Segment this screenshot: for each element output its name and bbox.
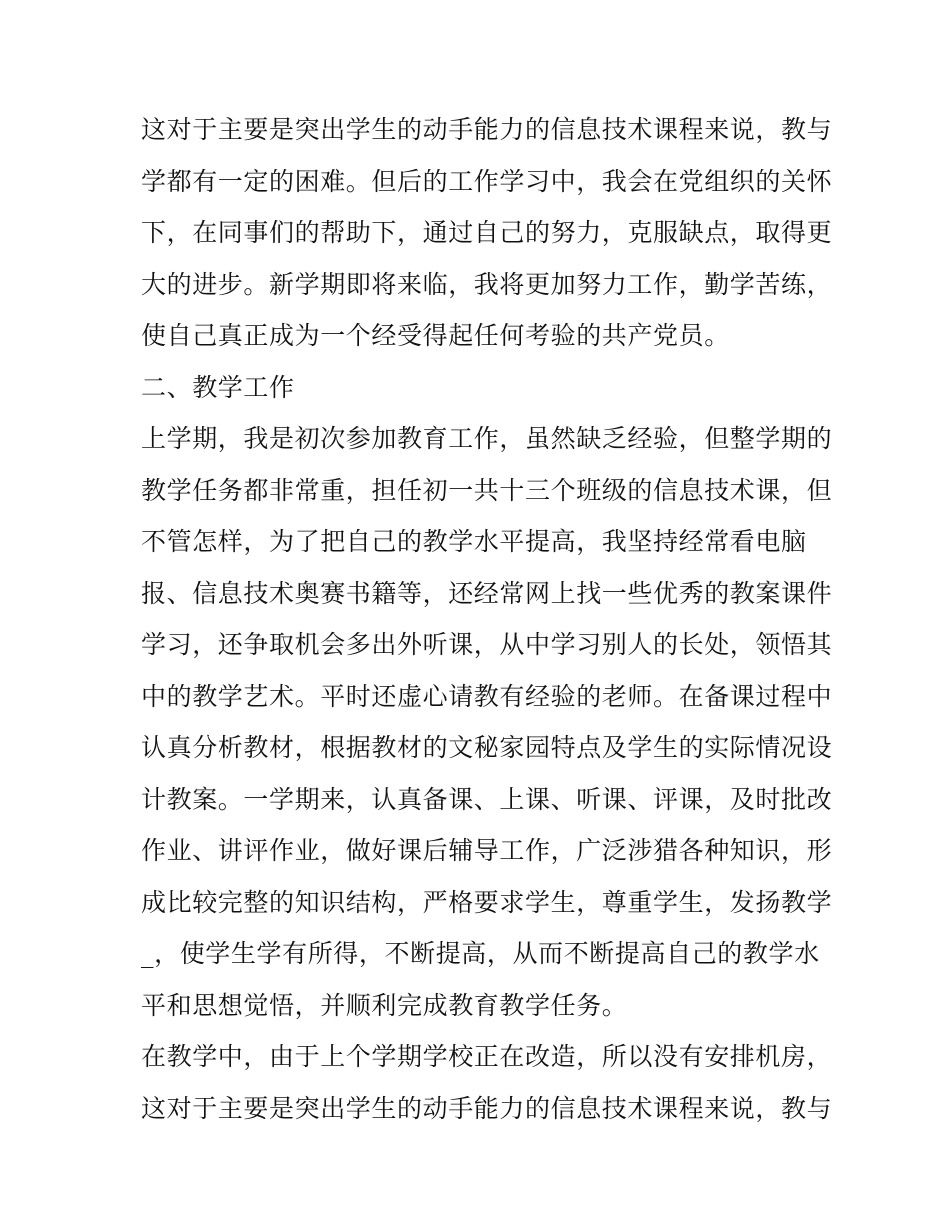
text-line: 计教案。一学期来，认真备课、上课、听课、评课，及时批改 bbox=[141, 784, 833, 814]
text-line: 大的进步。新学期即将来临，我将更加努力工作，勤学苦练， bbox=[141, 269, 833, 299]
text-line: 中的教学艺术。平时还虚心请教有经验的老师。在备课过程中 bbox=[141, 681, 833, 711]
text-line: 使自己真正成为一个经受得起任何考验的共产党员。 bbox=[141, 321, 730, 350]
text-line: 学习，还争取机会多出外听课，从中学习别人的长处，领悟其 bbox=[141, 630, 833, 659]
document-body bbox=[141, 110, 841, 1140]
section-heading: 二、教学工作 bbox=[141, 372, 295, 402]
text-line: 成比较完整的知识结构，严格要求学生，尊重学生，发扬教学 bbox=[141, 887, 833, 917]
text-line: 作业、讲评作业，做好课后辅导工作，广泛涉猎各种知识，形 bbox=[141, 836, 833, 865]
text-line: 下，在同事们的帮助下，通过自己的努力，克服缺点，取得更 bbox=[141, 218, 833, 247]
text-line: 认真分析教材，根据教材的文秘家园特点及学生的实际情况设 bbox=[141, 733, 833, 762]
text-line: 不管怎样，为了把自己的教学水平提高，我坚持经常看电脑 bbox=[141, 527, 807, 556]
text-line: 这对于主要是突出学生的动手能力的信息技术课程来说，教与 bbox=[141, 1093, 833, 1123]
text-line: 上学期，我是初次参加教育工作，虽然缺乏经验，但整学期的 bbox=[141, 424, 833, 453]
text-line: 教学任务都非常重，担任初一共十三个班级的信息技术课，但 bbox=[141, 475, 833, 505]
text-line: 这对于主要是突出学生的动手能力的信息技术课程来说，教与 bbox=[141, 115, 833, 144]
text-line: 平和思想觉悟，并顺利完成教育教学任务。 bbox=[141, 990, 628, 1020]
text-line: _，使学生学有所得，不断提高，从而不断提高自己的教学水 bbox=[141, 939, 820, 968]
text-line: 学都有一定的困难。但后的工作学习中，我会在党组织的关怀 bbox=[141, 166, 833, 196]
text-line: 在教学中，由于上个学期学校正在改造，所以没有安排机房， bbox=[141, 1042, 833, 1071]
text-line: 报、信息技术奥赛书籍等，还经常网上找一些优秀的教案课件 bbox=[141, 578, 833, 608]
